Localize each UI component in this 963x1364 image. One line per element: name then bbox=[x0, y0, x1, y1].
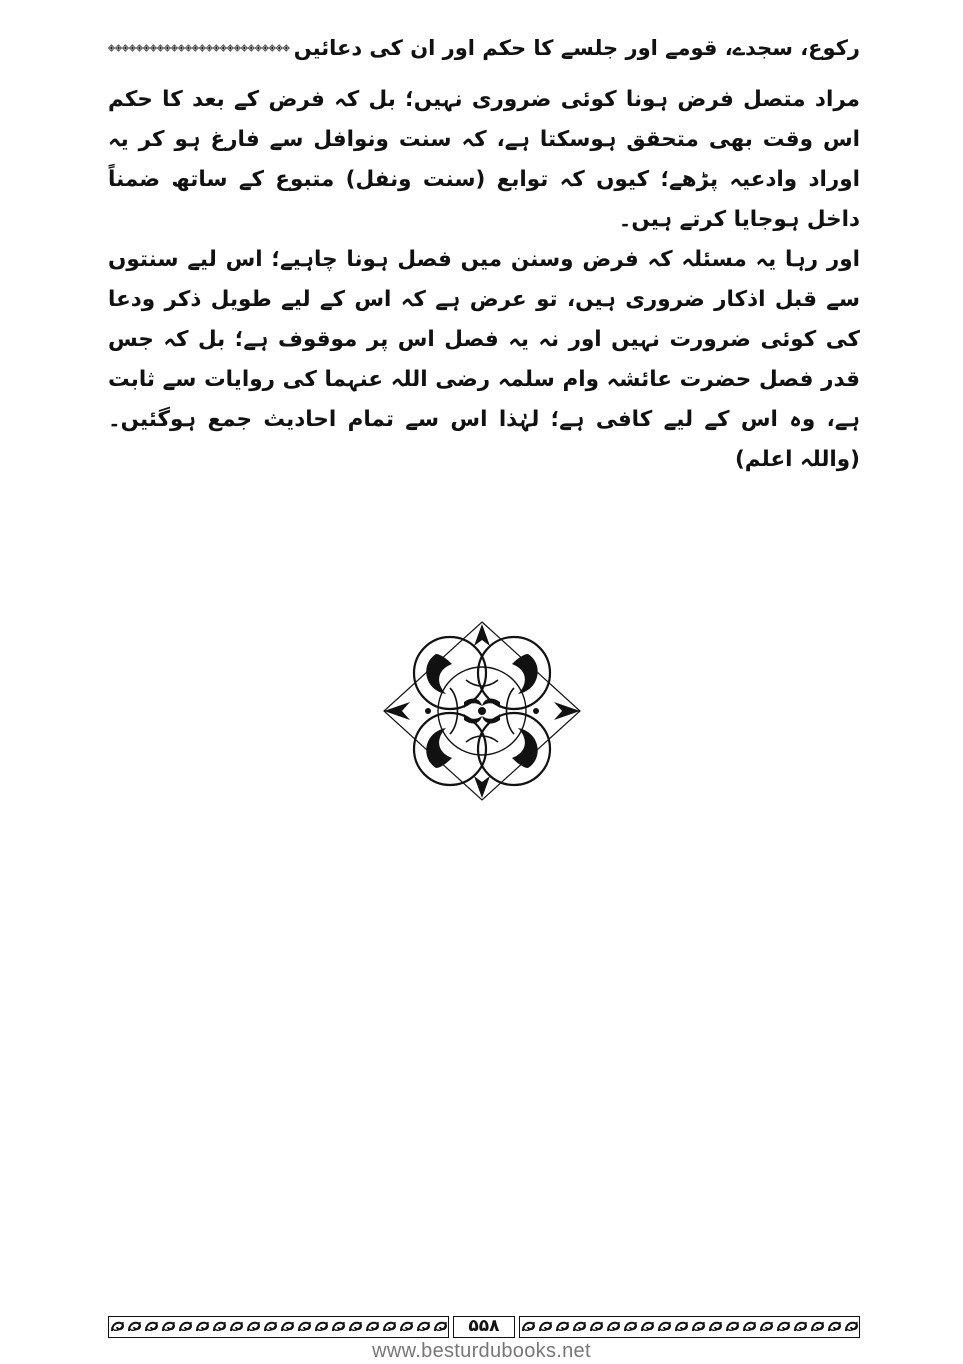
arabesque-medallion-icon bbox=[380, 618, 584, 804]
header-ornament-border bbox=[108, 37, 290, 59]
footer-ornament-left bbox=[108, 1316, 449, 1338]
diamond-chain-icon bbox=[108, 37, 290, 59]
chapter-title: رکوع، سجدے، قومے اور جلسے کا حکم اور ان کی دعائیں bbox=[293, 36, 860, 60]
scroll-pattern-icon bbox=[520, 1317, 860, 1336]
footer-ornament-right bbox=[519, 1316, 860, 1338]
paragraph-2: اور رہا یہ مسئلہ کہ فرض وسنن میں فصل ہونا چاہیے؛ اس لیے سنتوں سے قبل اذکار ضروری ہیں، تو عرض ہے کہ اس کے لیے طویل ذکر ودعا کی کوئی ضرورت نہیں اور نہ یہ فصل اس پر موقوف ہے؛ بل کہ جس قدر فصل حضرت عائشہ وام سلمہ رضی اللہ عنہما کی روایات سے ثابت ہے، وہ اس کے لیے کافی ہے؛ لہٰذا اس سے تمام احادیث جمع ہوگئیں۔ (واللہ اعلم) bbox=[108, 247, 860, 472]
website-watermark: www.besturdubooks.net bbox=[372, 1340, 591, 1362]
page-number: ۵۵۸ bbox=[453, 1316, 515, 1338]
paragraph-1: مراد متصل فرض ہونا کوئی ضروری نہیں؛ بل کہ فرض کے بعد کا حکم اس وقت بھی متحقق ہوسکتا ہے، کہ سنت ونوافل سے فارغ ہو کر یہ اوراد وادعیہ پڑھے؛ کیوں کہ توابع (سنت ونفل) متبوع کے ساتھ ضمناً داخل ہوجایا کرتے ہیں۔ bbox=[108, 87, 860, 232]
scroll-pattern-icon bbox=[109, 1317, 449, 1336]
body-text bbox=[108, 80, 860, 480]
running-header bbox=[108, 30, 860, 66]
footer-border bbox=[108, 1314, 860, 1340]
